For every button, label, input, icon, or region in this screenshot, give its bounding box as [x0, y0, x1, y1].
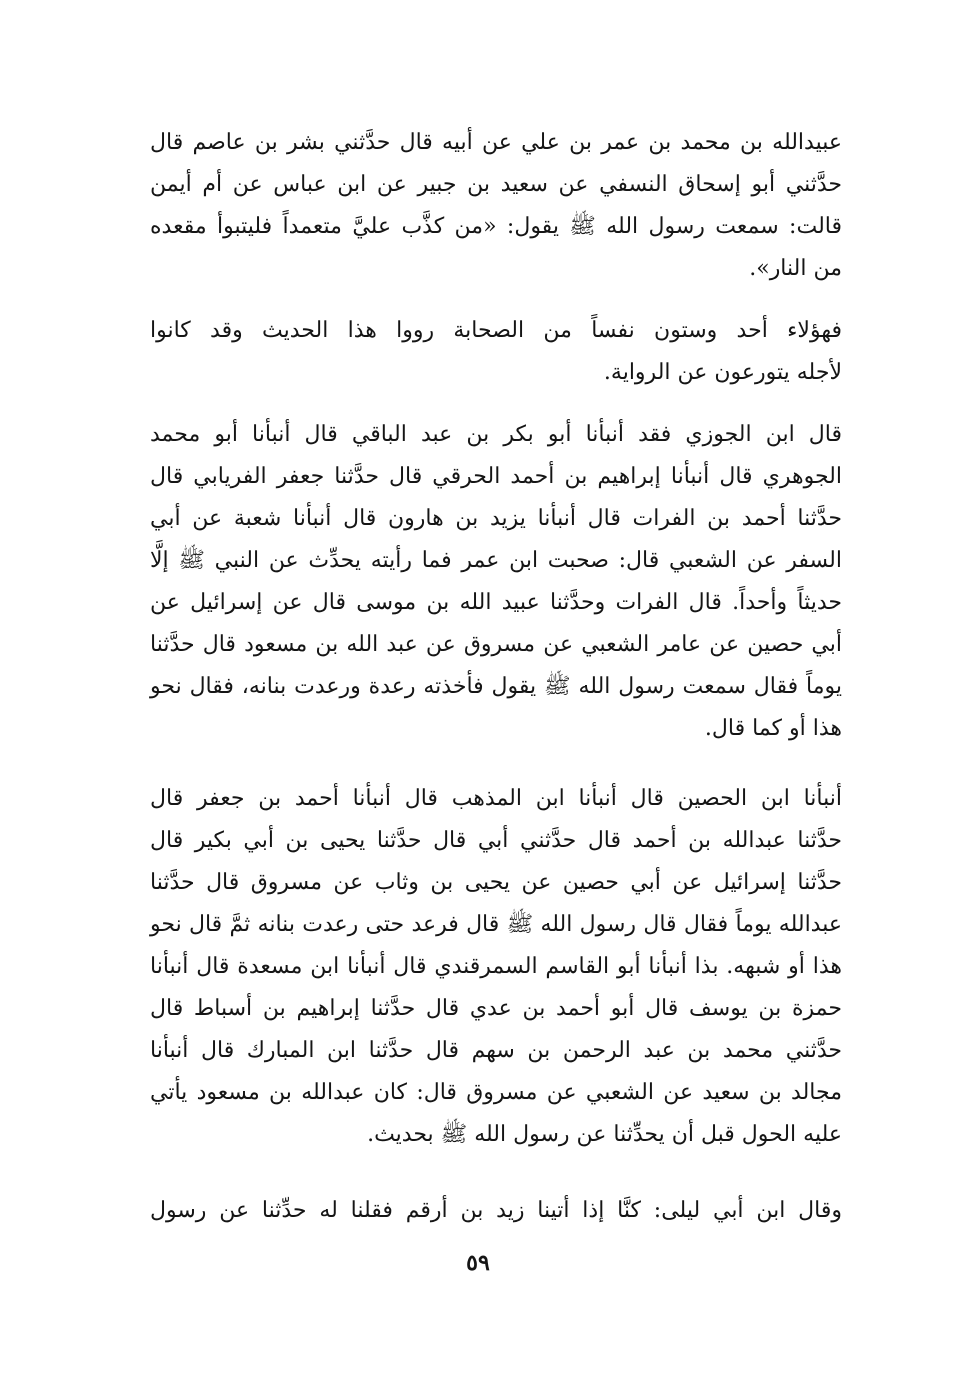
- text-line: عبدالله يوماً فقال قال رسول الله ﷺ قال فرعد حتى رعدت بنانه ثمَّ قال نحو: [150, 912, 842, 937]
- text-line: حمزة بن يوسف قال أبو أحمد بن عدي قال حدَّثنا إبراهيم بن أسباط قال: [150, 996, 843, 1021]
- paragraph-hadith-chain-1: [150, 122, 842, 290]
- text-line: مجالد بن سعيد عن الشعبي عن مسروق قال: كان عبدالله بن مسعود يأتي: [150, 1080, 842, 1105]
- text-line: قال ابن الجوزي فقد أنبأنا أبو بكر بن عبد الباقي قال أنبأنا أبو محمد: [150, 422, 842, 447]
- text-line: حدَّثني أبو إسحاق النسفي عن سعيد بن جبير عن ابن عباس عن أم أيمن: [150, 172, 842, 197]
- text-line: هذا أو شبهه. بذا أنبأنا أبو القاسم السمرقندي قال أنبأنا ابن مسعدة قال أنبأنا: [150, 954, 842, 979]
- text-line: حدَّثنا عبدالله بن أحمد قال حدَّثني أبي قال حدَّثنا يحيى بن أبي بكير قال: [150, 828, 842, 853]
- text-line: السفر عن الشعبي قال: صحبت ابن عمر فما رأيته يحدِّث عن النبي ﷺ إلَّا: [150, 548, 842, 573]
- paragraph-ibn-al-jawzi: [150, 414, 842, 750]
- text-line: من النار».: [749, 256, 842, 281]
- text-line: أبي حصين عن عامر الشعبي عن مسروق عن عبد الله بن مسعود قال حدَّثنا: [150, 632, 842, 657]
- text-line: عبيدالله بن محمد بن عمر بن علي عن أبيه قال حدَّثني بشر بن عاصم قال: [150, 130, 842, 155]
- text-line: الجوهري قال أنبأنا إبراهيم بن أحمد الحرقي قال حدَّثنا جعفر الفريابي قال: [150, 464, 842, 489]
- text-line: هذا أو كما قال.: [704, 716, 842, 741]
- text-line: عليه الحول قبل أن يحدِّثنا عن رسول الله ﷺ بحديث.: [367, 1122, 842, 1147]
- text-line: حدَّثنا إسرائيل عن أبي حصين عن يحيى بن وثاب عن مسروق قال حدَّثنا: [150, 870, 842, 895]
- text-line: حديثاً وأحداً. قال الفرات وحدَّثنا عبيد الله بن موسى قال عن إسرائيل عن: [150, 590, 842, 615]
- paragraph-companions-count: [150, 310, 842, 394]
- text-line: قالت: سمعت رسول الله ﷺ يقول: «من كذَّب عليَّ متعمداً فليتبوأ مقعده: [150, 214, 842, 239]
- text-line: حدَّثني محمد بن عبد الرحمن بن سهم قال حدَّثنا ابن المبارك قال أنبأنا: [150, 1038, 842, 1063]
- text-line: وقال ابن أبي ليلى: كنَّا إذا أتينا زيد بن أرقم فقلنا له حدِّثنا عن رسول: [150, 1198, 842, 1223]
- text-line: حدَّثنا أحمد بن الفرات قال أنبأنا يزيد بن هارون قال أنبأنا شعبة عن أبي: [150, 506, 842, 531]
- text-line: فهؤلاء أحد وستون نفساً من الصحابة رووا هذا الحديث وقد كانوا: [150, 318, 842, 343]
- paragraph-ibn-abi-layla: [150, 1190, 842, 1232]
- text-line: لأجله يتورعون عن الرواية.: [603, 360, 842, 385]
- text-line: يوماً فقال سمعت رسول الله ﷺ يقول فأخذته رعدة ورعدت بنانه، فقال نحو: [150, 674, 842, 699]
- paragraph-ibn-al-husayn: [150, 778, 842, 1156]
- page-number: ٥٩: [466, 1250, 490, 1276]
- text-line: أنبأنا ابن الحصين قال أنبأنا ابن المذهب قال أنبأنا أحمد بن جعفر قال: [150, 786, 842, 811]
